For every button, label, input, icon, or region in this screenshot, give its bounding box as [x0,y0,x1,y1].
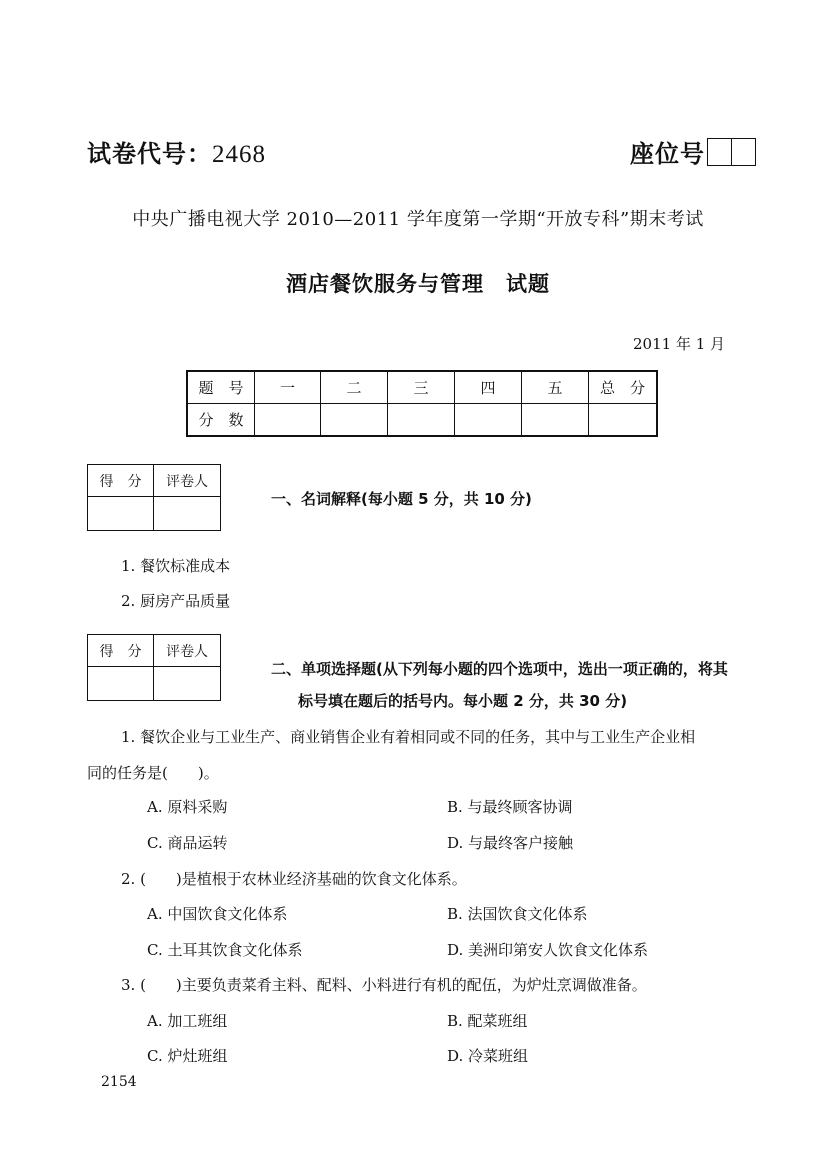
score-table-cell: 四 [455,371,522,404]
subject-title: 酒店餐饮服务与管理 试题 [286,272,550,296]
score-table-cell: 三 [388,371,455,404]
seat-number-boxes[interactable] [707,138,756,166]
score-table-header-row [187,371,657,404]
score-table-cell: 总 分 [589,371,658,404]
score-table [186,370,658,437]
score-input-cell[interactable] [388,404,455,437]
question-1-stem: 1. 餐饮企业与工业生产、商业销售企业有着相同或不同的任务，其中与工业生产企业相 [121,728,696,746]
grader-score-input[interactable] [88,667,154,701]
question-3-option-d: D. 冷菜班组 [447,1047,529,1065]
question-3-stem: 3. ( )主要负责菜肴主料、配料、小料进行有机的配伍，为炉灶烹调做准备。 [121,976,647,994]
exam-title: 中央广播电视大学 2010—2011 学年度第一学期“开放专科”期末考试 [132,209,704,230]
question-3-option-a: A. 加工班组 [147,1012,228,1030]
score-input-cell[interactable] [455,404,522,437]
score-input-cell[interactable] [589,404,658,437]
score-table-cell: 分 数 [187,404,255,437]
grader-name-label: 评卷人 [154,465,221,497]
paper-code-label: 试卷代号： [87,140,212,168]
paper-code [87,134,266,169]
grader-box-2 [87,634,221,701]
score-table-cell: 题 号 [187,371,255,404]
grader-name-input[interactable] [154,667,221,701]
grader-name-label: 评卷人 [154,635,221,667]
question-3-option-b: B. 配菜班组 [447,1012,528,1030]
score-input-cell[interactable] [522,404,589,437]
question-2-stem: 2. ( )是植根于农林业经济基础的饮食文化体系。 [121,870,467,888]
section-2-title-line-2: 标号填在题后的括号内。每小题 2 分，共 30 分) [298,692,628,710]
question-2-option-c: C. 土耳其饮食文化体系 [147,941,303,959]
seat-number-label: 座位号 [630,140,705,168]
section-2-title-line-1: 二、单项选择题(从下列每小题的四个选项中，选出一项正确的，将其 [271,660,728,678]
score-table-cell: 五 [522,371,589,404]
seat-box-2[interactable] [731,139,755,165]
page-code: 2154 [101,1074,137,1090]
grader-score-label: 得 分 [88,635,154,667]
paper-code-number: 2468 [212,141,266,168]
score-table-cell: 二 [321,371,388,404]
grader-box-1 [87,464,221,531]
score-input-cell[interactable] [255,404,321,437]
grader-name-input[interactable] [154,497,221,531]
score-input-cell[interactable] [321,404,388,437]
question-1-option-a: A. 原料采购 [147,798,228,816]
question-2-option-d: D. 美洲印第安人饮食文化体系 [447,941,649,959]
question-1-stem-cont: 同的任务是( )。 [87,764,219,782]
grader-score-label: 得 分 [88,465,154,497]
seat-number [630,134,756,169]
score-table-score-row [187,404,657,437]
section-1-title: 一、名词解释(每小题 5 分，共 10 分) [271,490,532,508]
score-table-cell: 一 [255,371,321,404]
question-3-option-c: C. 炉灶班组 [147,1047,228,1065]
exam-date: 2011 年 1 月 [633,335,726,353]
question-1-option-d: D. 与最终客户接触 [447,834,574,852]
seat-box-1[interactable] [708,139,731,165]
question-2-option-a: A. 中国饮食文化体系 [147,905,288,923]
section-1-item: 2. 厨房产品质量 [121,592,231,610]
question-1-option-c: C. 商品运转 [147,834,228,852]
section-1-item: 1. 餐饮标准成本 [121,557,231,575]
question-1-option-b: B. 与最终顾客协调 [447,798,573,816]
grader-score-input[interactable] [88,497,154,531]
question-2-option-b: B. 法国饮食文化体系 [447,905,588,923]
